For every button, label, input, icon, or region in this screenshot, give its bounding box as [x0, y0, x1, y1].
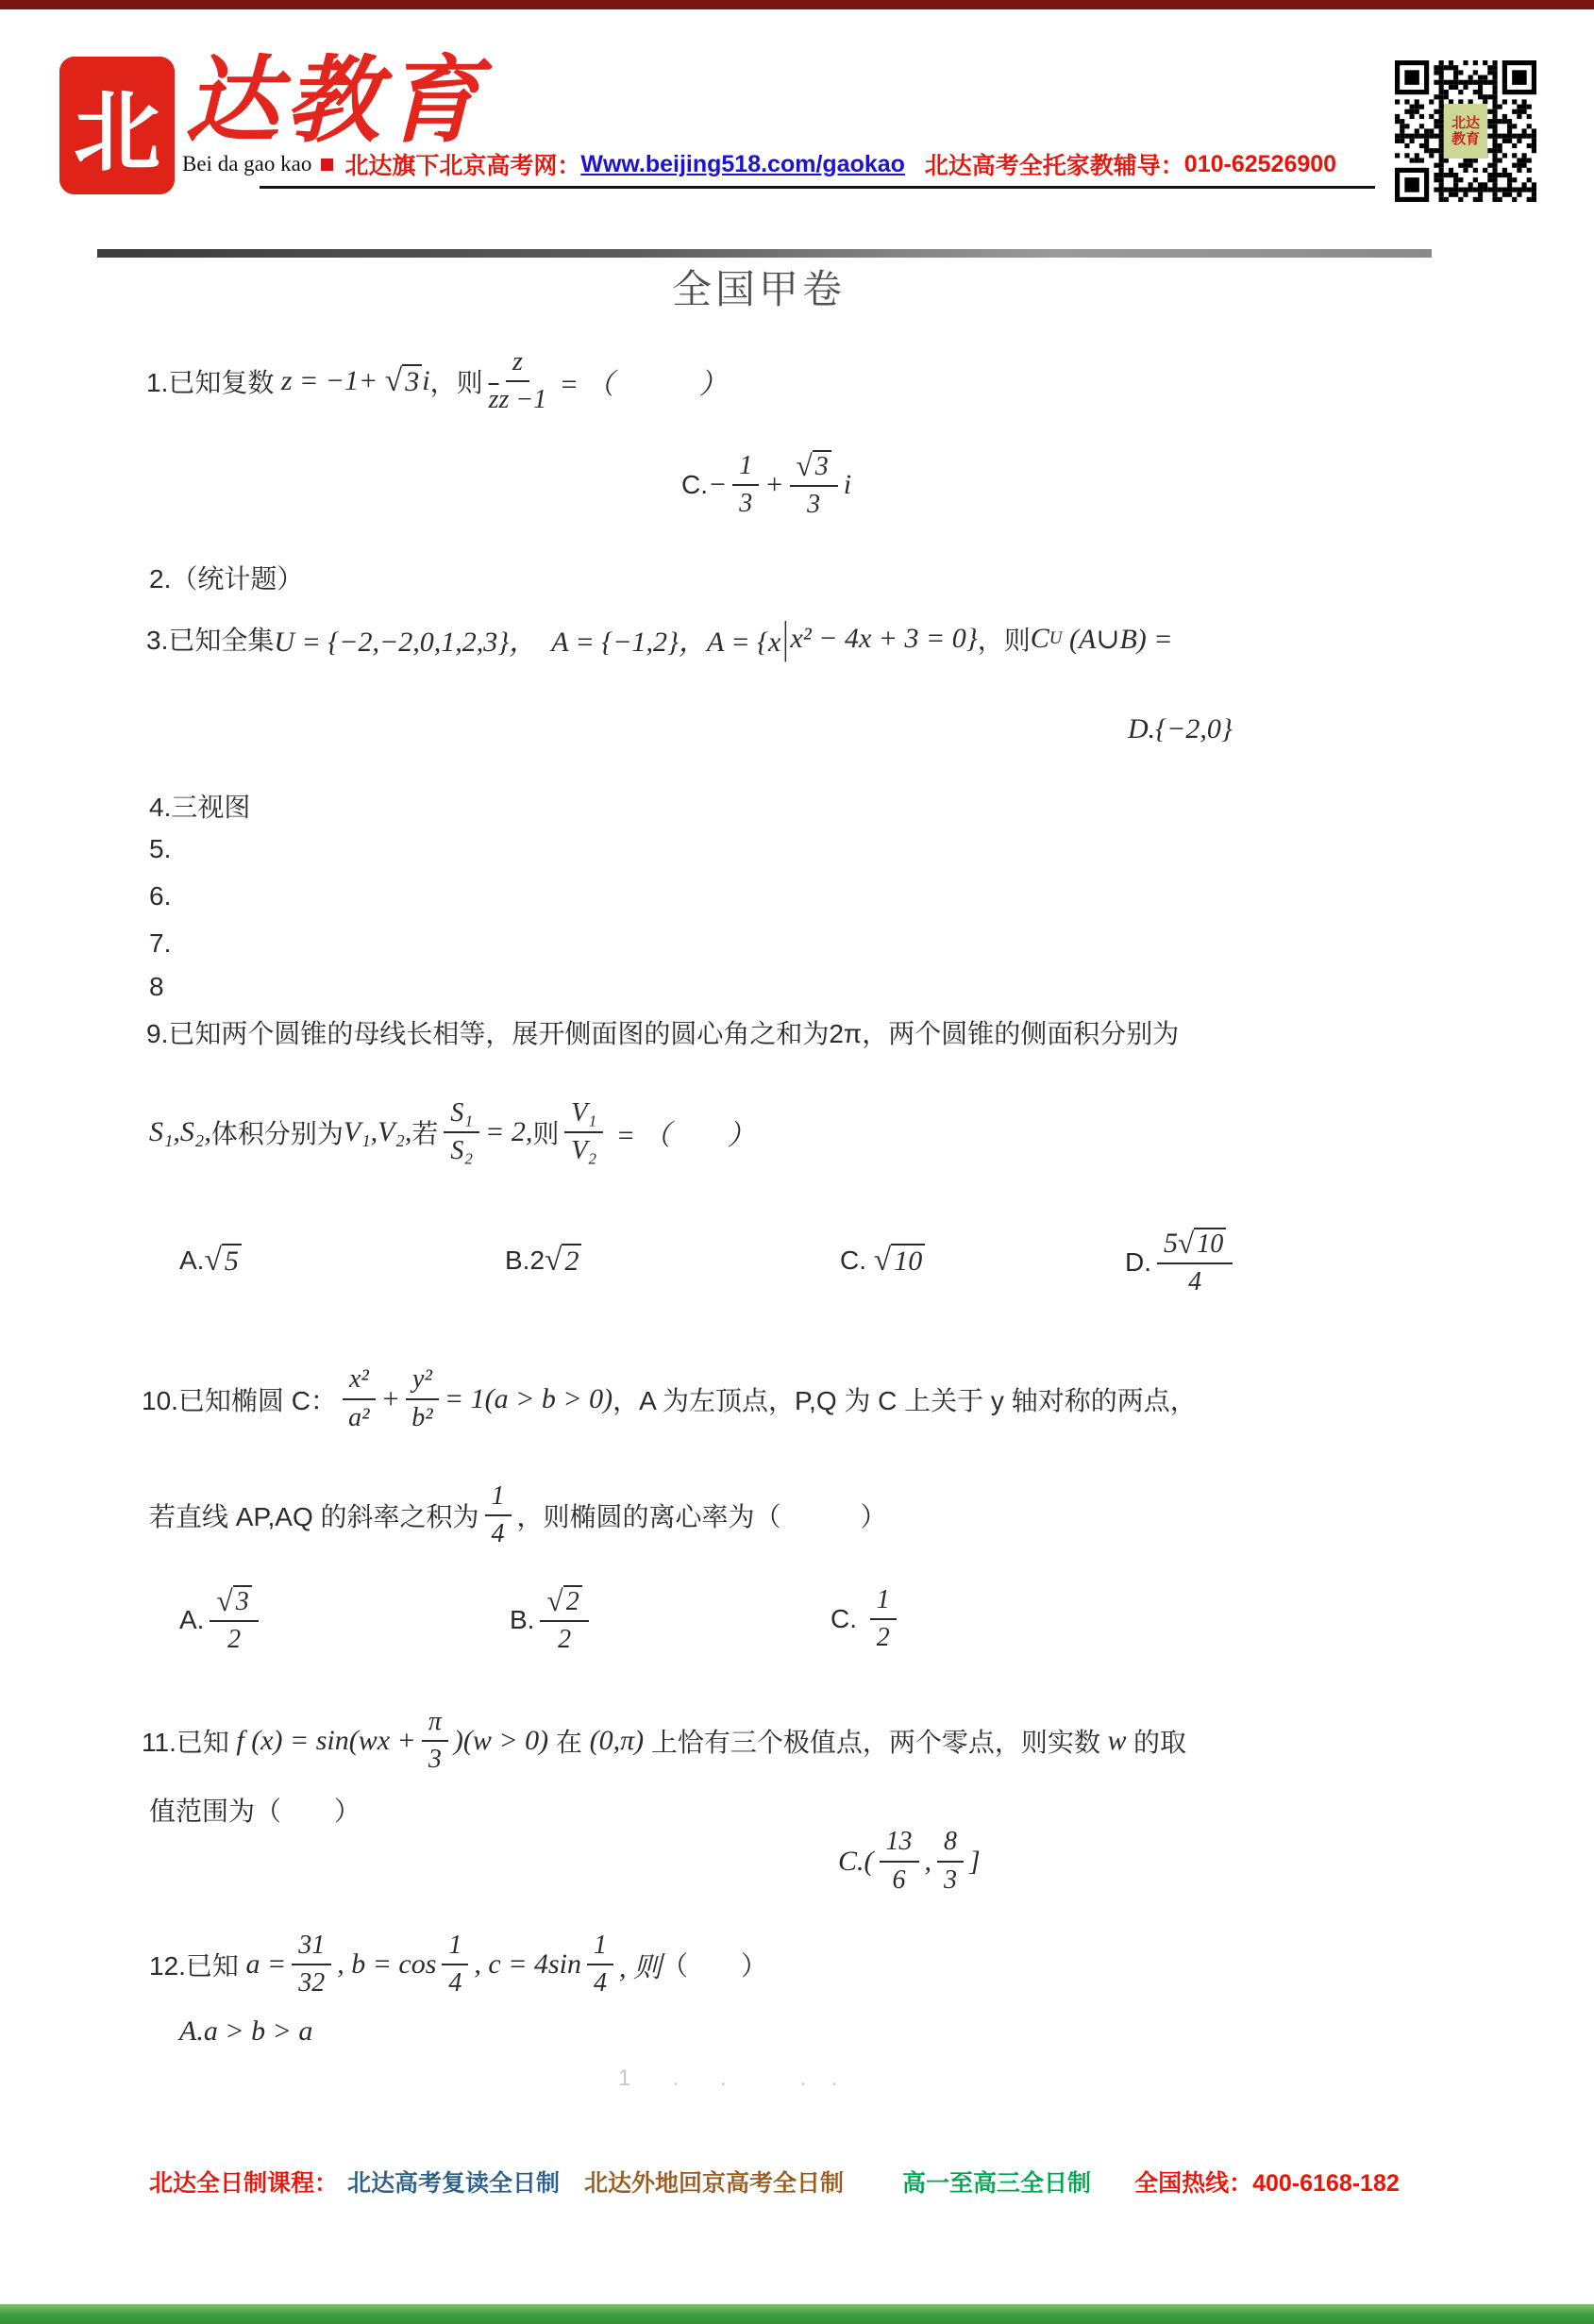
- bottom-green-bar: [0, 2304, 1594, 2324]
- fraction: $\frac{\text{y²}}{\text{b²}}$: [406, 1364, 439, 1432]
- question-5: 5.: [149, 834, 172, 863]
- question-4: 4.三视图: [149, 793, 251, 822]
- question-9-option-c: C. √ 10: [840, 1244, 925, 1279]
- question-1-option-c: C. − $\frac{1}{3}$ + √ 3 3 i: [681, 448, 852, 519]
- brand-calligraphy: 达教育: [185, 49, 485, 154]
- sqrt-3: √ 3: [385, 364, 422, 399]
- brand-subtitle: Bei da gao kao: [182, 152, 312, 176]
- fraction: $\frac{1}{4}$: [485, 1481, 512, 1549]
- header-row: [182, 147, 1336, 181]
- header-phone: 010-62526900: [1183, 150, 1337, 177]
- fraction: $\frac{8}{3}$: [937, 1827, 964, 1895]
- fraction: √ 3 3: [790, 450, 838, 520]
- fraction: $\frac{1}{4}$: [587, 1931, 613, 1998]
- stamp-character: 北: [73, 85, 160, 181]
- scan-artifact: 1 . . . .: [618, 2065, 847, 2091]
- question-11-line-1: 11.已知 f (x) = sin(wx + $\frac{\pi}{3}$ )(w > 0) 在 (0,π) 上恰有三个极值点，两个零点，则实数 w 的取: [142, 1706, 1186, 1774]
- fraction: √ 3 2: [210, 1585, 258, 1655]
- fraction: $\frac{1}{3}$: [732, 451, 759, 519]
- question-9-line-2: S₁,S₂, 体积分别为 V₁,V₂, 若 $\frac{\text{S₁}}{\text{S₂}}$ = 2, 则 $\frac{\text{V₁}}{\text{V₂}}$ = （ ）: [149, 1097, 756, 1165]
- site-link[interactable]: Www.beijing518.com/gaokao: [580, 150, 905, 177]
- question-10-option-c: C. $\frac{1}{2}$: [831, 1572, 902, 1666]
- sqrt-3: √ 3: [216, 1585, 251, 1617]
- sqrt-5: √ 5: [204, 1244, 241, 1279]
- set-builder-pipe: |: [782, 612, 789, 663]
- footer-label: 北达全日制课程：: [149, 2170, 339, 2197]
- question-11-line-2: 值范围为（ ）: [149, 1797, 361, 1826]
- fraction: $\frac{13}{6}$: [880, 1827, 919, 1895]
- question-7: 7.: [149, 928, 172, 958]
- brand-stamp-logo: [59, 57, 175, 194]
- fraction: $\frac{\text{x²}}{\text{a²}}$: [343, 1364, 376, 1432]
- fraction: $\frac{\text{V₁}}{\text{V₂}}$: [564, 1098, 603, 1166]
- fraction: √ 2 2: [540, 1585, 588, 1655]
- fraction: 5 √ 10 4: [1157, 1228, 1233, 1298]
- question-6: 6.: [149, 881, 172, 911]
- question-9-line-1: 9.已知两个圆锥的母线长相等，展开侧面图的圆心角之和为2π，两个圆锥的侧面积分别为: [146, 1019, 1180, 1048]
- question-10-line-1: 10.已知椭圆 C： $\frac{\text{x²}}{\text{a²}}$ + $\frac{\text{y²}}{\text{b²}}$ = 1(a > b > 0) ，A 为左顶点，P,Q 为 C 上关于 y 轴对称的两点，: [142, 1364, 1197, 1432]
- section-divider-bar: [97, 249, 1432, 258]
- q1-lead: 1.已知复数: [146, 368, 275, 397]
- qr-label-line1: 北达: [1451, 114, 1480, 131]
- question-8: 8: [149, 972, 164, 1001]
- question-12-option-a: A.a > b > a: [179, 2015, 313, 2047]
- footer-courses: [149, 2165, 1400, 2199]
- question-10-line-2: 若直线 AP,AQ 的斜率之积为 $\frac{1}{4}$ ，则椭圆的离心率为（ ）: [149, 1480, 887, 1548]
- question-2: 2.（统计题）: [149, 564, 304, 594]
- fraction: $\frac{31}{32}$: [292, 1931, 331, 1998]
- header-site-label: 北达旗下北京高考网：: [344, 153, 581, 179]
- header-tutoring-label: 北达高考全托家教辅导：: [924, 153, 1184, 179]
- red-square-bullet-icon: [321, 159, 333, 171]
- question-3: 3.已知全集 U = {−2,−2,0,1,2,3}， A = {−1,2}，A = {x | x² − 4x + 3 = 0} ，则 C U (A∪B) =: [146, 612, 1173, 663]
- sqrt-10: √ 10: [874, 1244, 925, 1279]
- sqrt-2: √ 2: [545, 1244, 581, 1279]
- sqrt-3: √ 3: [797, 450, 831, 482]
- spacer: [905, 151, 925, 178]
- question-10-option-b: B. √ 2 2: [510, 1568, 595, 1672]
- page-top-bar: [0, 0, 1594, 9]
- radical-icon: √: [384, 362, 403, 398]
- page-title: 全国甲卷: [672, 267, 847, 311]
- footer-course-1: 北达高考复读全日制: [347, 2170, 561, 2197]
- fraction: $\frac{1}{4}$: [442, 1931, 468, 1998]
- footer-course-2: 北达外地回京高考全日制: [584, 2170, 845, 2197]
- header-divider: [260, 186, 1375, 189]
- fraction: $\frac{\text{S₁}}{\text{S₂}}$: [444, 1098, 479, 1166]
- question-11-option-c: C.( $\frac{13}{6}$ , $\frac{8}{3}$ ]: [838, 1827, 981, 1895]
- question-1: 1.已知复数 z = −1+ √ 3 i ，则 $\frac{z}{\overline{z}z -1}$ = （ ）: [146, 346, 728, 414]
- sqrt-2: √ 2: [546, 1585, 581, 1617]
- hotline-label: 全国热线：: [1134, 2170, 1253, 2197]
- q1-expr: z = −1+: [274, 365, 385, 396]
- sqrt-10: √ 10: [1178, 1228, 1226, 1260]
- footer-hotline: [1134, 2165, 1400, 2199]
- fraction: $\frac{\pi}{3}$: [422, 1707, 448, 1775]
- fraction: $\frac{z}{\overline{z}z -1}$: [488, 346, 547, 414]
- qr-label-line2: 教育: [1451, 131, 1480, 147]
- question-12: 12.已知 a = $\frac{31}{32}$ , b = cos $\frac{1}{4}$ , c = 4sin $\frac{1}{4}$ , 则 （ ）: [149, 1930, 768, 1998]
- hotline-number: 400-6168-182: [1252, 2170, 1400, 2197]
- fraction: $\frac{1}{2}$: [870, 1585, 897, 1653]
- question-9-option-a: A. √ 5: [179, 1244, 242, 1279]
- question-3-option-d: D.{−2,0}: [1128, 713, 1233, 744]
- question-9-option-d: D. 5 √ 10 4: [1125, 1206, 1238, 1319]
- question-10-option-a: A. √ 3 2: [179, 1568, 264, 1672]
- qr-center-label: [1444, 104, 1487, 159]
- footer-course-3: 高一至高三全日制: [902, 2170, 1092, 2197]
- question-9-option-b: B.2 √ 2: [505, 1244, 581, 1279]
